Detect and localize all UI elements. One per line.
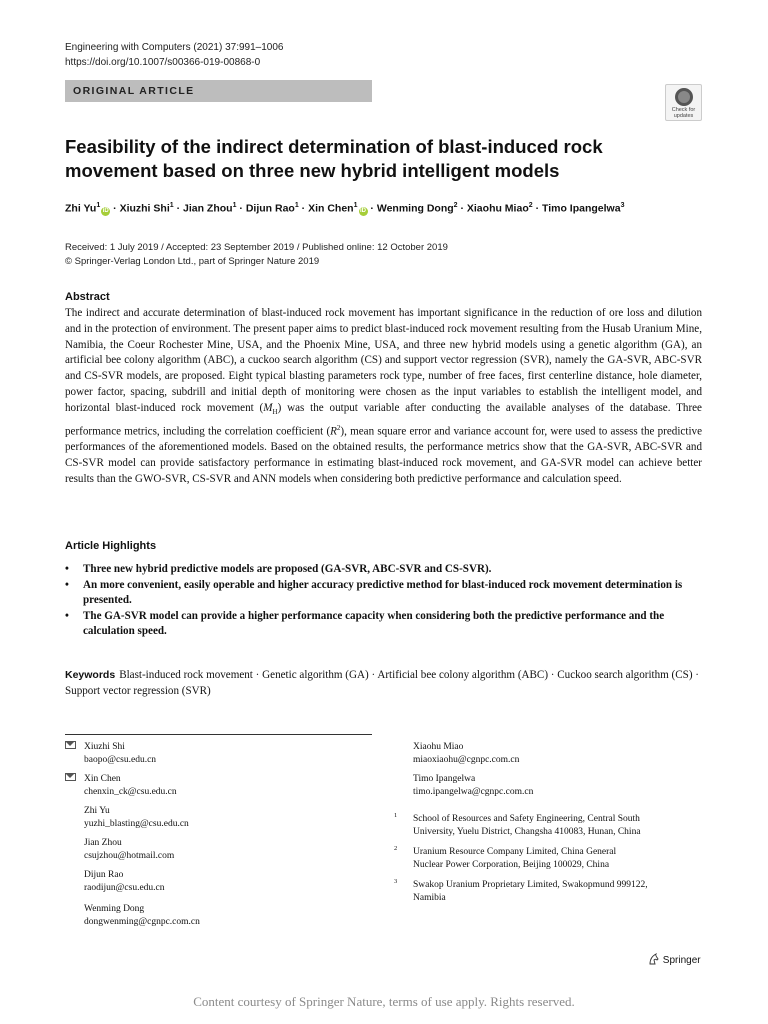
check-for-updates-badge[interactable]	[665, 84, 702, 121]
bullet-icon: •	[65, 563, 69, 575]
affiliation-line: University, Yuelu District, Changsha 410083, Hunan, China	[413, 826, 641, 837]
contact-entry	[413, 741, 519, 766]
publisher-logo	[648, 953, 701, 966]
keywords-block	[65, 667, 702, 699]
highlights-list	[65, 562, 702, 640]
author-affil-sup: 1	[294, 202, 299, 209]
envelope-icon	[65, 773, 76, 781]
check-line1: Check for	[671, 107, 696, 113]
contact-email[interactable]: chenxin_ck@csu.edu.cn	[84, 786, 177, 797]
author-separator: ·	[370, 202, 374, 215]
author-separator: ·	[460, 202, 464, 215]
author-affil-sup: 2	[453, 202, 458, 209]
affiliation-line: Uranium Resource Company Limited, China General	[413, 847, 617, 857]
contact-email[interactable]: dongwenming@cgnpc.com.cn	[84, 916, 200, 927]
orcid-icon[interactable]: iD	[102, 207, 109, 214]
affiliation-line: Namibia	[413, 892, 446, 903]
contact-name: Xiaohu Miao	[413, 742, 464, 752]
author-name: Xin Chen	[308, 202, 354, 215]
abstract-text	[65, 306, 702, 488]
springer-horse-icon	[648, 953, 660, 965]
contact-name: Timo Ipangelwa	[413, 774, 476, 784]
journal-info	[65, 40, 283, 70]
highlight-text: An more convenient, easily operable and higher accuracy predictive method for blast-induced rock movement determination is presented.	[83, 578, 683, 607]
author-name: Timo Ipangelwa	[541, 202, 621, 215]
contact-entry	[84, 869, 165, 894]
author-affil-sup: 3	[620, 202, 625, 209]
contact-entry	[413, 773, 533, 798]
contact-name: Jian Zhou	[84, 838, 122, 848]
contact-name: Xiuzhi Shi	[84, 742, 125, 752]
affiliation-number: 2	[394, 845, 398, 852]
envelope-icon	[65, 741, 76, 749]
bullet-icon: •	[65, 578, 69, 591]
author-affil-sup: 2	[528, 202, 533, 209]
contact-email[interactable]: raodijun@csu.edu.cn	[84, 882, 165, 893]
author-separator: ·	[301, 202, 306, 215]
author-separator: ·	[176, 202, 181, 215]
author-separator: ·	[113, 202, 117, 215]
dates-line: Received: 1 July 2019 / Accepted: 23 September 2019 / Published online: 12 October 2019	[65, 242, 448, 253]
author-affil-sup: 1	[232, 202, 237, 209]
affiliation-line: School of Resources and Safety Engineering, Central South	[413, 814, 640, 824]
contact-entry	[84, 805, 189, 830]
highlight-item	[65, 578, 702, 609]
author-affil-sup: 1	[353, 202, 358, 209]
highlights-heading: Article Highlights	[65, 540, 157, 552]
contact-email[interactable]: csujzhou@hotmail.com	[84, 850, 175, 861]
affiliation-entry	[394, 812, 641, 838]
r-symbol: R	[330, 425, 337, 438]
article-type-banner: ORIGINAL ARTICLE	[65, 80, 372, 102]
doi-link[interactable]: https://doi.org/10.1007/s00366-019-00868-0	[65, 57, 261, 68]
contact-entry	[84, 773, 177, 798]
affiliation-line: Nuclear Power Corporation, Beijing 100029, China	[413, 859, 610, 870]
author-name: Jian Zhou	[182, 202, 233, 215]
publication-dates	[65, 241, 448, 269]
abstract-heading: Abstract	[65, 291, 110, 303]
keywords-text: Blast-induced rock movement · Genetic algorithm (GA) · Artificial bee colony algorithm (ABC) · Cuckoo search algorithm (CS) · Support vector regression (SVR)	[65, 669, 699, 697]
contact-name: Zhi Yu	[84, 806, 110, 816]
m-symbol: M	[263, 401, 273, 414]
m-subscript: H	[272, 408, 278, 416]
author-name: Zhi Yu	[65, 202, 97, 215]
paper-title: Feasibility of the indirect determination of blast-induced rock movement based on three new hybrid intelligent models	[65, 136, 603, 181]
crossmark-icon	[675, 88, 693, 106]
author-separator: ·	[535, 202, 540, 215]
contact-name: Xin Chen	[84, 774, 121, 784]
affiliation-number: 3	[394, 878, 398, 885]
author-name: Xiaohu Miao	[466, 202, 529, 215]
footnote-divider	[65, 734, 372, 735]
orcid-icon[interactable]: iD	[360, 207, 366, 214]
author-list	[65, 202, 745, 216]
affiliation-entry	[394, 878, 648, 904]
r-superscript: 2	[336, 423, 341, 432]
contact-email[interactable]: yuzhi_blasting@csu.edu.cn	[84, 818, 189, 829]
abstract-part-2: ) was the output variable after conducting the available analyses of the database. Three performance metrics, including the correlation coefficient (	[65, 401, 702, 438]
keywords-heading: Keywords	[65, 669, 116, 681]
content-courtesy-footer: Content courtesy of Springer Nature, terms of use apply. Rights reserved.	[193, 994, 575, 1009]
contact-email[interactable]: baopo@csu.edu.cn	[84, 754, 157, 765]
contact-entry	[84, 903, 200, 928]
contact-name: Dijun Rao	[84, 870, 124, 880]
affiliation-number: 1	[394, 812, 398, 819]
author-separator: ·	[239, 202, 243, 215]
copyright-line: © Springer-Verlag London Ltd., part of Springer Nature 2019	[65, 256, 320, 267]
contact-email[interactable]: miaoxiaohu@cgnpc.com.cn	[413, 754, 520, 765]
affiliation-entry	[394, 845, 617, 871]
highlight-item	[65, 562, 702, 578]
journal-citation: Engineering with Computers (2021) 37:991–1006	[65, 42, 284, 53]
contact-name: Wenming Dong	[84, 904, 145, 914]
highlight-item	[65, 609, 702, 640]
abstract-part-1: The indirect and accurate determination of blast-induced rock movement has important significance in the reduction of ore loss and dilution and in the protection of environment. The present paper aims to predict blast-induced rock movement resulting from the Husab Uranium Mine, Namibia, the Coeur Rochester Mine, USA, and the Phoenix Mine, USA, and three new hybrid models using a genetic algorithm (GA), an artificial bee colony algorithm (ABC), a cuckoo search algorithm (CS) and support vector regression (SVR), namely the GA-SVR, ABC-SVR and CS-SVR models, are proposed. Eight typical blasting parameters rock type, number of free faces, first centerline distance, hole diameter, power factor, spacing, subdrill and initial depth of monitoring were chosen as the input variables to establish the intelligent model, and horizontal blast-induced rock movement (	[65, 307, 702, 414]
author-name: Dijun Rao	[245, 202, 295, 215]
bullet-icon: •	[65, 609, 69, 622]
abstract-part-3: ), mean square error and variance account for, were used to assess the predictive performances of the aforementioned models. Based on the obtained results, the performance metrics show that the GA-SVR, ABC-SVR and CS-SVR model can provide satisfactory performance in estimating blast-induced rock movement, and GA-SVR model can achieve better results than the GWO-SVR, CS-SVR and ANN models when considering both predictive performance and calculation speed.	[65, 425, 702, 485]
check-line2: updates	[673, 113, 694, 119]
contact-entry	[84, 837, 174, 862]
author-name: Wenming Dong	[376, 202, 454, 215]
affiliation-line: Swakop Uranium Proprietary Limited, Swakopmund 999122,	[413, 880, 648, 890]
author-affil-sup: 1	[169, 202, 174, 209]
highlight-text: The GA-SVR model can provide a higher performance capacity when considering both the predictive performance and the calculation speed.	[83, 609, 665, 638]
author-name: Xiuzhi Shi	[119, 202, 170, 215]
contact-entry	[84, 741, 156, 766]
contact-email[interactable]: timo.ipangelwa@cgnpc.com.cn	[413, 786, 534, 797]
author-affil-sup: 1	[96, 202, 101, 209]
highlight-text: Three new hybrid predictive models are proposed (GA-SVR, ABC-SVR and CS-SVR).	[83, 563, 492, 575]
publisher-name: Springer	[662, 955, 701, 966]
